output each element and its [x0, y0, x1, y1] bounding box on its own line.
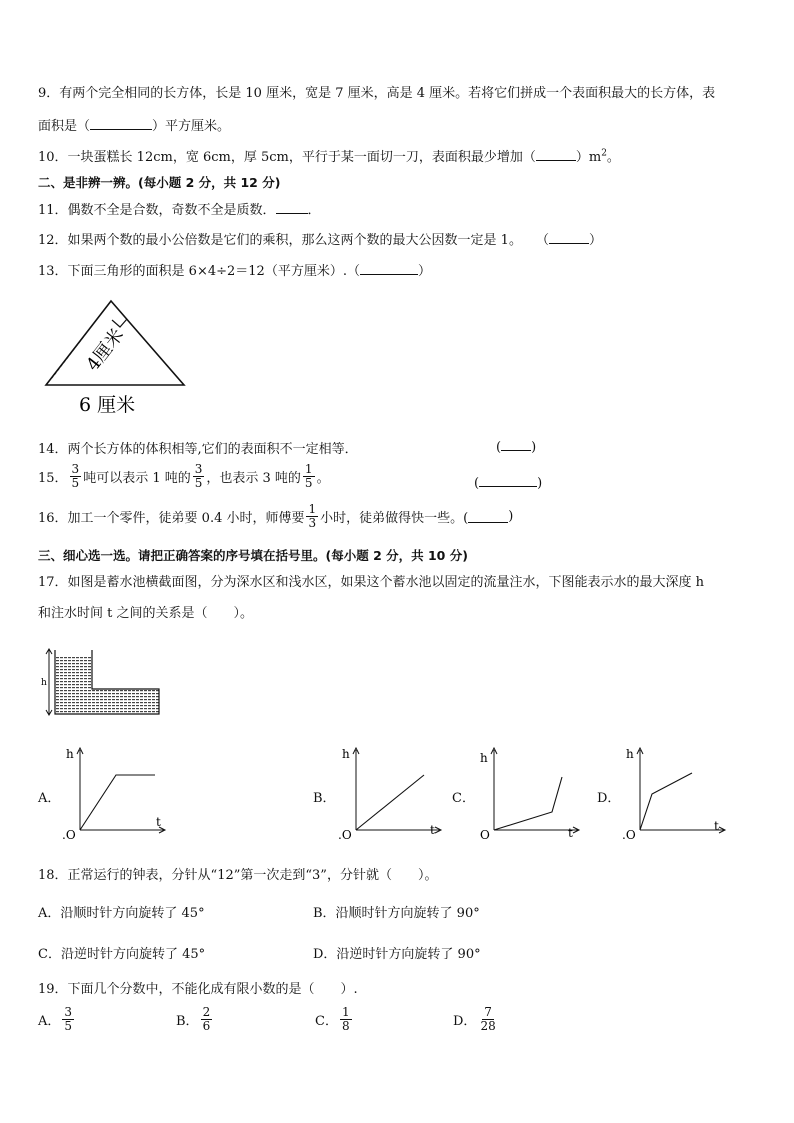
q13-triangle-figure [38, 290, 198, 420]
q19-option-b[interactable]: B． $\frac{2}{6}$ [176, 1005, 211, 1033]
q11-answer-blank[interactable] [276, 201, 308, 214]
q15-paren: ( ) [474, 476, 543, 491]
q17-option-a-graph [60, 742, 170, 842]
option-b-line [356, 775, 424, 830]
q19-option-c-fraction: $\frac{1}{8}$ [341, 1005, 350, 1033]
q15-answer-blank[interactable] [479, 474, 537, 487]
q17-option-c-label[interactable]: C． [452, 791, 475, 806]
option-d-line [640, 773, 692, 830]
svg-text:t: t [156, 815, 161, 829]
q9-line1: 9．有两个完全相同的长方体，长是 10 厘米，宽是 7 厘米，高是 4 厘米。若将它们拼成一个表面积最大的长方体，表 [38, 86, 716, 101]
svg-text:t: t [568, 826, 573, 840]
triangle-height-label: 4厘米 [82, 324, 129, 376]
q14: 14．两个长方体的体积相等,它们的表面积不一定相等． [38, 442, 358, 457]
q15-fraction-3: $\frac{1}{5}$ [304, 462, 313, 490]
section2-heading: 二、是非辨一辨。(每小题 2 分，共 12 分) [38, 175, 281, 190]
q18-option-a[interactable]: A．沿顺时针方向旋转了 45° [38, 906, 205, 921]
q19-option-a-fraction: $\frac{3}{5}$ [64, 1005, 73, 1033]
right-angle-marker [112, 319, 127, 327]
q10-answer-blank[interactable] [536, 148, 576, 161]
svg-text:h: h [626, 747, 634, 761]
q17-option-b-graph [336, 742, 446, 842]
pool-deep-zone [55, 656, 92, 714]
q17-option-b-label[interactable]: B． [313, 791, 336, 806]
q17-option-d-label[interactable]: D． [597, 791, 621, 806]
q14-answer-blank[interactable] [501, 438, 531, 451]
q9-line2: 面积是（ ）平方厘米。 [38, 119, 231, 134]
q12-answer-blank[interactable] [549, 231, 589, 244]
svg-text:h: h [342, 747, 350, 761]
q17-option-d-graph [620, 742, 730, 842]
option-a-line [80, 775, 155, 830]
svg-text:.O: .O [338, 828, 352, 842]
q16-answer-blank[interactable] [468, 510, 508, 523]
q18-question: 18．正常运行的钟表，分针从“12”第一次走到“3”，分针就（ ）。 [38, 868, 438, 883]
svg-text:t: t [714, 819, 719, 833]
q19-question: 19．下面几个分数中，不能化成有限小数的是（ ）. [38, 982, 358, 997]
q17-line2: 和注水时间 t 之间的关系是（ ）。 [38, 606, 253, 621]
q15-fraction-1: $\frac{3}{5}$ [71, 462, 80, 490]
q19-option-d[interactable]: D． $\frac{7}{28}$ [453, 1005, 496, 1033]
q17-option-c-graph [474, 742, 584, 842]
q19-option-c[interactable]: C． $\frac{1}{8}$ [315, 1005, 350, 1033]
pool-shallow-zone [92, 689, 159, 714]
q19-option-b-fraction: $\frac{2}{6}$ [202, 1005, 211, 1033]
q12: 12．如果两个数的最小公倍数是它们的乘积，那么这两个数的最大公因数一定是 1。 （ ） [38, 233, 602, 248]
q18-option-b[interactable]: B．沿顺时针方向旋转了 90° [313, 906, 480, 921]
q16: 16．加工一个零件，徒弟要 0.4 小时，师傅要 $\frac{1}{3}$ 小时，徒弟做得快一些。( ) [38, 502, 514, 530]
triangle-base-label: 6 厘米 [79, 394, 136, 416]
option-c-line [494, 777, 562, 830]
q10: 10．一块蛋糕长 12cm，宽 6cm，厚 5cm，平行于某一面切一刀，表面积最少增加（ ）$m^2$。 [38, 148, 620, 165]
q9-answer-blank[interactable] [90, 117, 152, 130]
q16-fraction: $\frac{1}{3}$ [308, 502, 317, 530]
svg-text:t: t [430, 823, 435, 837]
q13: 13．下面三角形的面积是 6×4÷2＝12（平方厘米）.（ ） [38, 264, 431, 279]
q14-paren: ( ) [496, 440, 537, 455]
section3-heading: 三、细心选一选。请把正确答案的序号填在括号里。(每小题 2 分，共 10 分) [38, 548, 468, 563]
svg-text:h: h [66, 747, 74, 761]
q17-line1: 17．如图是蓄水池横截面图，分为深水区和浅水区，如果这个蓄水池以固定的流量注水，下图能表示水的最大深度 h [38, 575, 705, 590]
svg-text:.O: .O [62, 828, 76, 842]
q17-option-a-label[interactable]: A． [38, 791, 61, 806]
svg-text:h: h [480, 751, 488, 765]
q15: 15． $\frac{3}{5}$ 吨可以表示 1 吨的 $\frac{3}{5}$ ，也表示 3 吨的 $\frac{1}{5}$ 。 [38, 462, 330, 490]
q19-option-d-fraction: $\frac{7}{28}$ [480, 1005, 496, 1033]
svg-text:O: O [480, 828, 490, 842]
q15-fraction-2: $\frac{3}{5}$ [194, 462, 203, 490]
q17-pool-cross-section [40, 645, 165, 720]
svg-text:h: h [41, 678, 47, 688]
q11: 11．偶数不全是合数，奇数不全是质数． ． [38, 203, 321, 218]
q19-option-a[interactable]: A． $\frac{3}{5}$ [38, 1005, 73, 1033]
svg-text:.O: .O [622, 828, 636, 842]
q18-option-d[interactable]: D．沿逆时针方向旋转了 90° [313, 947, 481, 962]
q18-option-c[interactable]: C．沿逆时针方向旋转了 45° [38, 947, 206, 962]
q13-answer-blank[interactable] [360, 262, 418, 275]
